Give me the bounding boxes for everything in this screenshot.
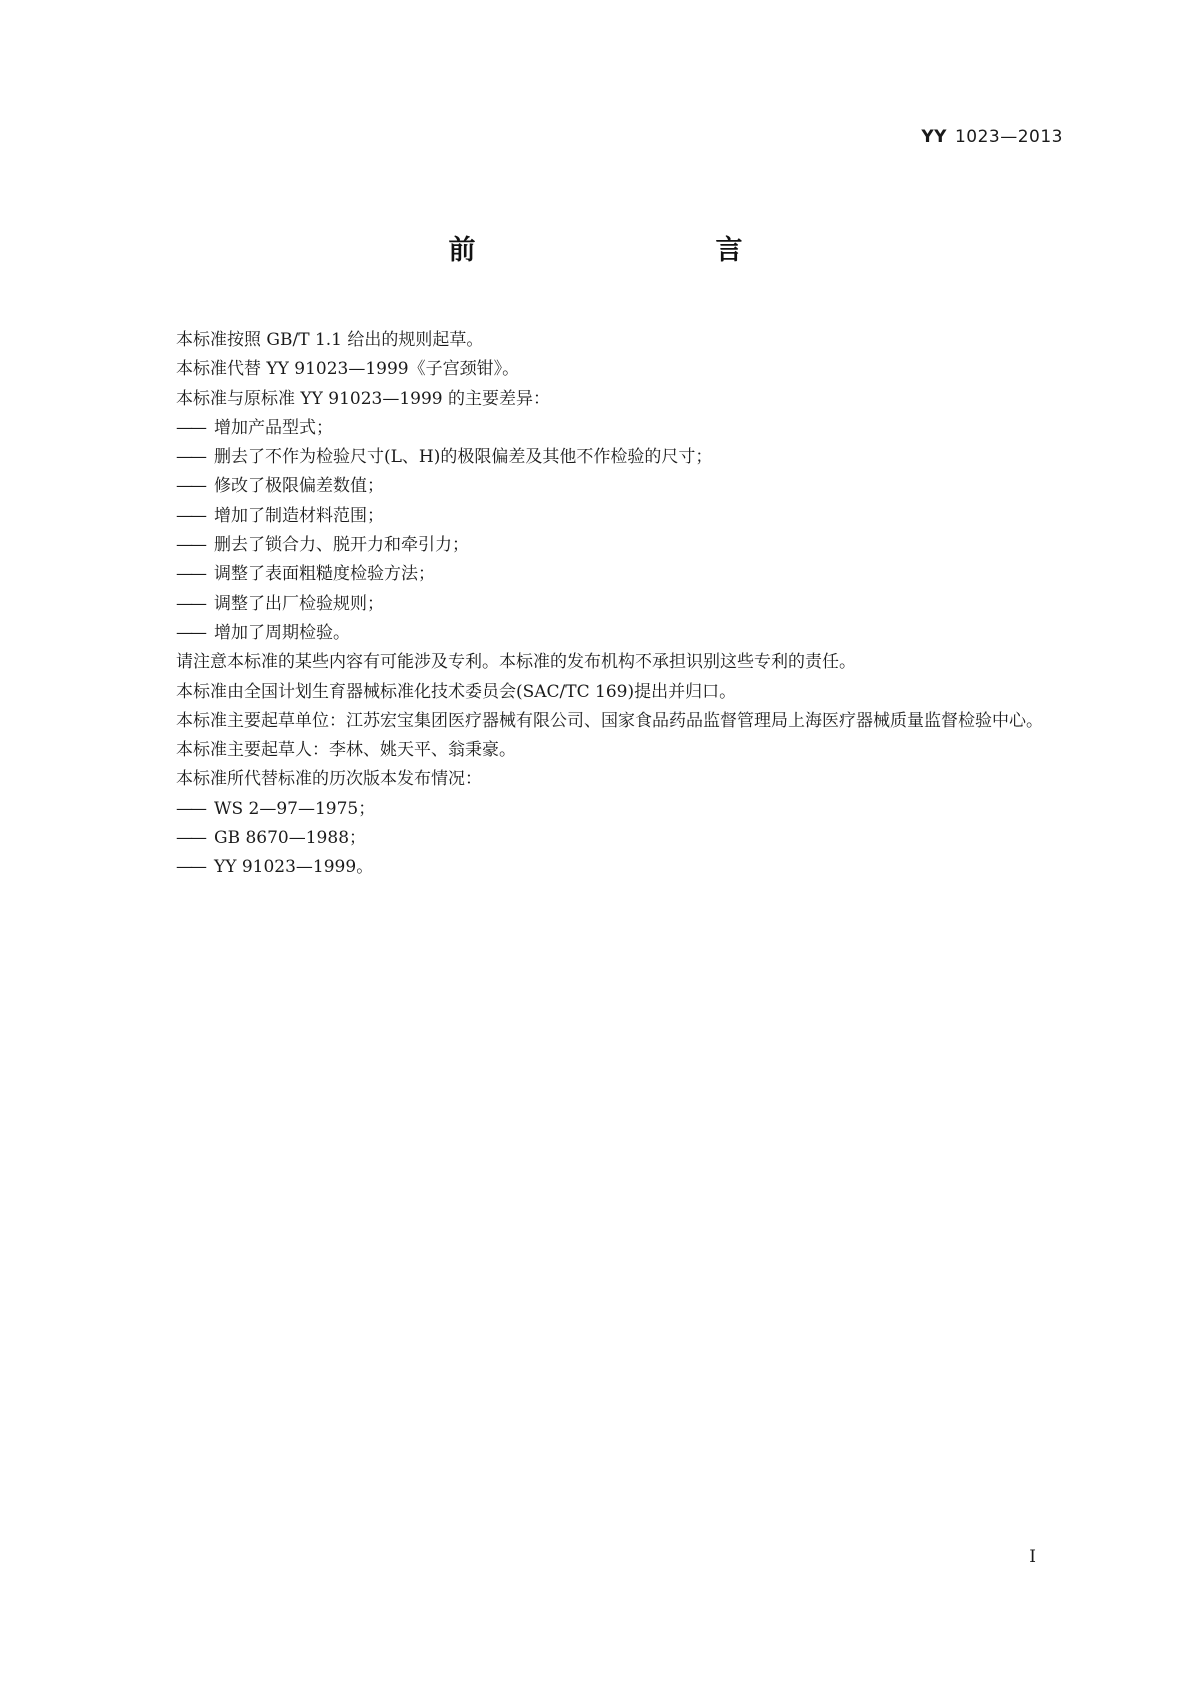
dash-mark: —— bbox=[176, 535, 204, 556]
foreword-body bbox=[136, 326, 1056, 883]
standard-code-prefix: YY bbox=[921, 127, 947, 147]
difference-text: 增加了制造材料范围； bbox=[214, 505, 384, 526]
history-text: YY 91023—1999。 bbox=[214, 857, 374, 878]
difference-item bbox=[136, 443, 1056, 472]
dash-mark: —— bbox=[176, 447, 204, 468]
paragraph-main-differences: 本标准与原标准 YY 91023—1999 的主要差异： bbox=[176, 388, 550, 409]
paragraph-replaces: 本标准代替 YY 91023—1999《子宫颈钳》。 bbox=[176, 359, 520, 380]
difference-item bbox=[136, 502, 1056, 531]
dash-mark: —— bbox=[176, 505, 204, 526]
dash-mark: —— bbox=[176, 476, 204, 497]
history-item bbox=[136, 795, 1056, 824]
difference-text: 修改了极限偏差数值； bbox=[214, 476, 384, 497]
difference-text: 调整了出厂检验规则； bbox=[214, 593, 384, 614]
paragraph-patent-notice: 请注意本标准的某些内容有可能涉及专利。本标准的发布机构不承担识别这些专利的责任。 bbox=[176, 652, 856, 673]
dash-mark: —— bbox=[176, 857, 204, 878]
paragraph-drafters: 本标准主要起草人：李林、姚天平、翁秉豪。 bbox=[176, 740, 516, 761]
difference-item bbox=[136, 590, 1056, 619]
paragraph-version-history: 本标准所代替标准的历次版本发布情况： bbox=[176, 769, 482, 790]
dash-mark: —— bbox=[176, 564, 204, 585]
paragraph-drafting-rules: 本标准按照 GB/T 1.1 给出的规则起草。 bbox=[176, 330, 484, 350]
history-item bbox=[136, 853, 1056, 882]
paragraph-drafting-units: 本标准主要起草单位：江苏宏宝集团医疗器械有限公司、国家食品药品监督管理局上海医疗器械质量监督检验中心。 bbox=[176, 710, 1043, 731]
standard-code-number: 1023—2013 bbox=[954, 127, 1063, 147]
paragraph-proposed-by: 本标准由全国计划生育器械标准化技术委员会(SAC/TC 169)提出并归口。 bbox=[176, 681, 737, 702]
difference-text: 删去了锁合力、脱开力和牵引力； bbox=[214, 535, 469, 556]
difference-item bbox=[136, 531, 1056, 560]
standard-code bbox=[921, 127, 1063, 147]
dash-mark: —— bbox=[176, 828, 204, 849]
history-text: GB 8670—1988； bbox=[214, 828, 367, 849]
page-number: I bbox=[1029, 1547, 1036, 1567]
dash-mark: —— bbox=[176, 417, 204, 438]
difference-item bbox=[136, 619, 1056, 648]
difference-item bbox=[136, 560, 1056, 589]
difference-item bbox=[136, 472, 1056, 501]
difference-text: 增加产品型式； bbox=[214, 417, 333, 438]
difference-item bbox=[136, 414, 1056, 443]
difference-text: 删去了不作为检验尺寸(L、H)的极限偏差及其他不作检验的尺寸； bbox=[214, 447, 713, 468]
history-item bbox=[136, 824, 1056, 853]
dash-mark: —— bbox=[176, 622, 204, 643]
history-text: WS 2—97—1975； bbox=[214, 798, 376, 819]
dash-mark: —— bbox=[176, 593, 204, 614]
page-title: 前 言 bbox=[448, 235, 805, 266]
difference-text: 调整了表面粗糙度检验方法； bbox=[214, 564, 435, 585]
difference-text: 增加了周期检验。 bbox=[214, 622, 350, 643]
dash-mark: —— bbox=[176, 798, 204, 819]
